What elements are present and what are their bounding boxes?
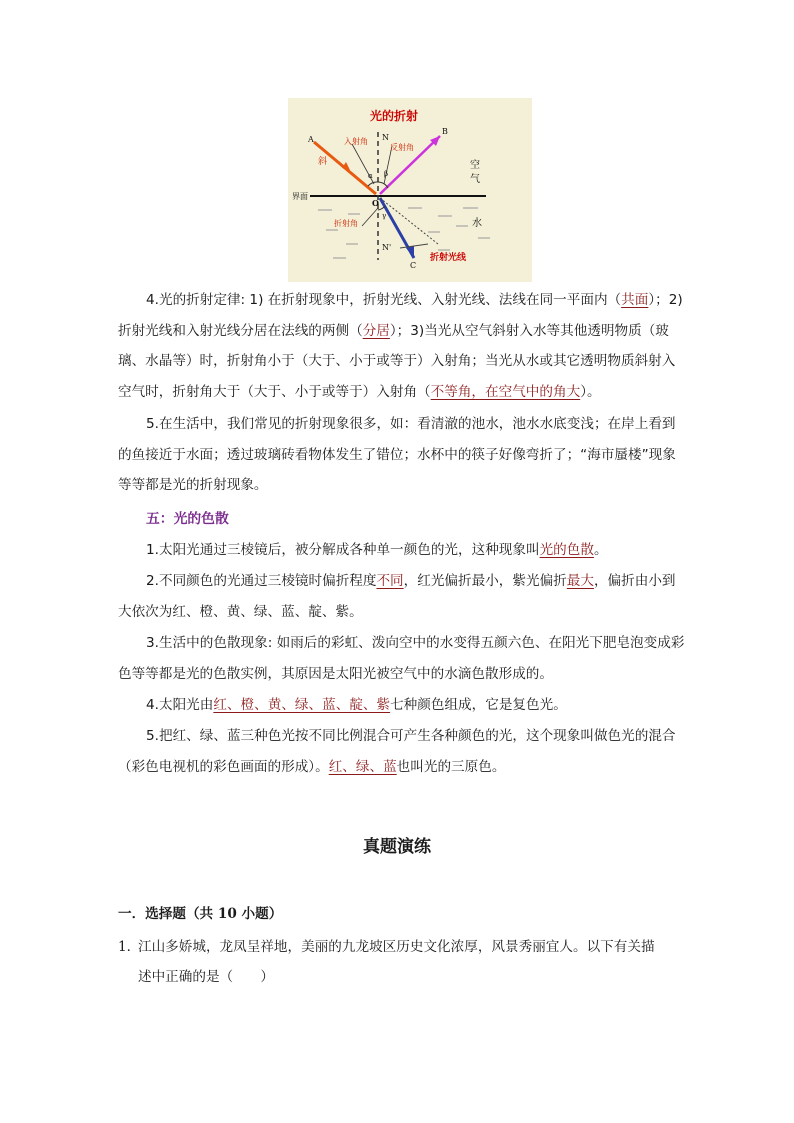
question-number: 1． [118, 939, 141, 955]
paragraph-refraction-law: 4.光的折射定律: 1) 在折射现象中，折射光线、入射光线、法线在同一平面内（共面）；2) 折射光线和入射光线分居在法线的两侧（分居）；3)当光从空气斜射入水等其他透明物质（玻璃、水晶等）时，折射角小于（大于、小于或等于）入射角；当光从水或其它透明物质斜射入空气时，折射角大于（大于、小于或等于）入射角（不等角，在空气中的角大）。 [118, 292, 688, 400]
refracted-arrowhead [406, 246, 414, 258]
paragraph-dispersion-1: 1.太阳光通过三棱镜后，被分解成各种单一颜色的光，这种现象叫光的色散。 [146, 542, 608, 558]
svg-text:折射光线: 折射光线 [430, 253, 467, 263]
svg-text:β: β [384, 170, 389, 178]
svg-text:水: 水 [472, 218, 482, 229]
water-dashes [318, 208, 490, 258]
svg-text:入射角: 入射角 [344, 137, 368, 146]
figure-title: 光的折射 [370, 109, 419, 123]
svg-text:反射角: 反射角 [390, 143, 414, 152]
svg-text:N': N' [382, 243, 392, 252]
choice-questions-heading: 一．选择题（共 10 小题） [118, 906, 283, 922]
svg-text:气: 气 [470, 174, 480, 185]
refraction-diagram [288, 98, 532, 282]
svg-text:空: 空 [470, 160, 480, 171]
svg-text:N: N [382, 133, 389, 142]
svg-text:O: O [372, 198, 379, 208]
paragraph-dispersion-5: 5.把红、绿、蓝三种色光按不同比例混合可产生各种颜色的光，这个现象叫做色光的混合（彩色电视机的彩色画面的形成）。红、绿、蓝也叫光的三原色。 [118, 728, 676, 775]
svg-text:折射角: 折射角 [334, 219, 358, 228]
svg-text:A: A [308, 135, 314, 144]
section-heading-dispersion: 五：光的色散 [146, 511, 229, 527]
svg-text:γ: γ [382, 212, 387, 220]
question-1: 1．江山多娇城，龙凤呈祥地，美丽的九龙坡区历史文化浓厚，风景秀丽宜人。以下有关描 述中正确的是（ ） [118, 932, 692, 992]
paragraph-dispersion-3: 3.生活中的色散现象: 如雨后的彩虹、泼向空中的水变得五颜六色、在阳光下肥皂泡变成彩色等等都是光的色散实例，其原因是太阳光被空气中的水滴色散形成的。 [118, 635, 685, 682]
svg-text:C: C [410, 261, 417, 270]
paragraph-refraction-examples: 5.在生活中，我们常见的折射现象很多，如：看清澈的池水，池水水底变浅；在岸上看到的鱼接近于水面；透过玻璃砖看物体发生了错位；水杯中的筷子好像弯折了；“海市蜃楼”现象等等都是光的折射现象。 [118, 416, 676, 493]
paragraph-dispersion-4: 4.太阳光由红、橙、黄、绿、蓝、靛、紫七种颜色组成，它是复色光。 [146, 697, 567, 713]
svg-text:界面: 界面 [292, 192, 308, 201]
svg-text:斜: 斜 [318, 157, 328, 167]
svg-text:α: α [368, 172, 373, 180]
section-title: 真题演练 [363, 837, 431, 857]
extension-line [380, 198, 438, 244]
svg-text:B: B [442, 127, 448, 136]
paragraph-dispersion-2: 2.不同颜色的光通过三棱镜时偏折程度不同，红光偏折最小，紫光偏折最大，偏折由小到大依次为红、橙、黄、绿、蓝、靛、紫。 [118, 573, 676, 620]
